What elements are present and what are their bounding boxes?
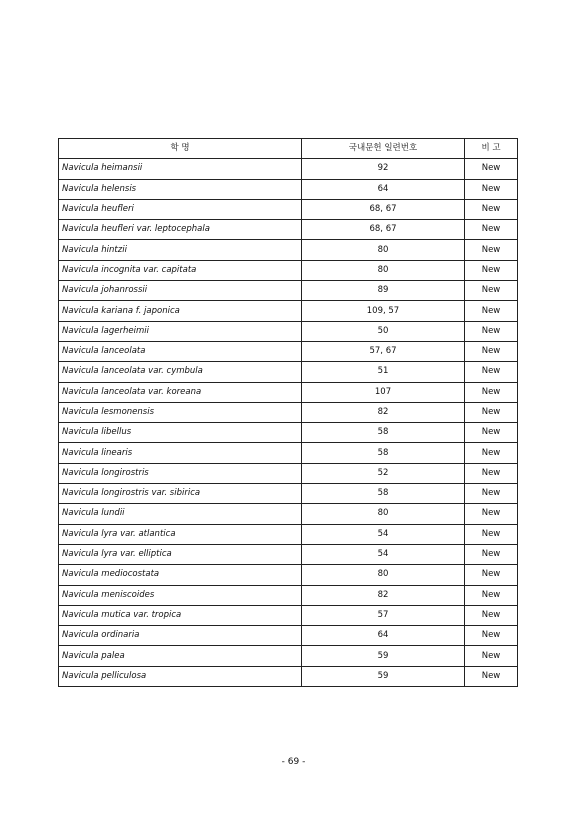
species-name-cell: Navicula lundii [59, 504, 302, 524]
species-name-cell: Navicula johanrossii [59, 281, 302, 301]
table-row [59, 301, 518, 321]
species-name-cell: Navicula mediocostata [59, 565, 302, 585]
table-row [59, 646, 518, 666]
reference-number-cell: 82 [302, 585, 465, 605]
reference-number-cell: 54 [302, 544, 465, 564]
species-name-cell: Navicula hintzii [59, 240, 302, 260]
reference-number-cell: 89 [302, 281, 465, 301]
table-row [59, 220, 518, 240]
reference-number-cell: 80 [302, 504, 465, 524]
species-name-cell: Navicula heufleri var. leptocephala [59, 220, 302, 240]
remarks-cell: New [465, 504, 518, 524]
table-row [59, 362, 518, 382]
table-row [59, 402, 518, 422]
table-row [59, 463, 518, 483]
remarks-cell: New [465, 159, 518, 179]
table-row [59, 585, 518, 605]
remarks-cell: New [465, 484, 518, 504]
table-row [59, 565, 518, 585]
reference-number-cell: 57, 67 [302, 341, 465, 361]
species-name-cell: Navicula heufleri [59, 199, 302, 219]
header-scientific-name: 학 명 [59, 139, 302, 159]
table-row [59, 321, 518, 341]
species-name-cell: Navicula kariana f. japonica [59, 301, 302, 321]
species-name-cell: Navicula lyra var. atlantica [59, 524, 302, 544]
reference-number-cell: 80 [302, 565, 465, 585]
reference-number-cell: 58 [302, 484, 465, 504]
reference-number-cell: 80 [302, 260, 465, 280]
remarks-cell: New [465, 646, 518, 666]
table-row [59, 423, 518, 443]
reference-number-cell: 92 [302, 159, 465, 179]
table-row [59, 524, 518, 544]
remarks-cell: New [465, 626, 518, 646]
remarks-cell: New [465, 341, 518, 361]
species-name-cell: Navicula heimansii [59, 159, 302, 179]
reference-number-cell: 58 [302, 443, 465, 463]
species-name-cell: Navicula ordinaria [59, 626, 302, 646]
remarks-cell: New [465, 666, 518, 686]
remarks-cell: New [465, 463, 518, 483]
remarks-cell: New [465, 179, 518, 199]
reference-number-cell: 107 [302, 382, 465, 402]
species-name-cell: Navicula longirostris var. sibirica [59, 484, 302, 504]
species-name-cell: Navicula lyra var. elliptica [59, 544, 302, 564]
page-number: - 69 - [281, 757, 306, 767]
table-row [59, 240, 518, 260]
reference-number-cell: 64 [302, 626, 465, 646]
species-table [58, 138, 518, 687]
table-row [59, 504, 518, 524]
remarks-cell: New [465, 281, 518, 301]
species-name-cell: Navicula mutica var. tropica [59, 605, 302, 625]
table-row [59, 159, 518, 179]
table-row [59, 199, 518, 219]
reference-number-cell: 109, 57 [302, 301, 465, 321]
reference-number-cell: 59 [302, 666, 465, 686]
remarks-cell: New [465, 240, 518, 260]
table-row [59, 443, 518, 463]
table-row [59, 484, 518, 504]
remarks-cell: New [465, 544, 518, 564]
reference-number-cell: 50 [302, 321, 465, 341]
species-name-cell: Navicula palea [59, 646, 302, 666]
reference-number-cell: 57 [302, 605, 465, 625]
remarks-cell: New [465, 321, 518, 341]
table-row [59, 281, 518, 301]
table-body [59, 159, 518, 687]
species-name-cell: Navicula lanceolata var. cymbula [59, 362, 302, 382]
remarks-cell: New [465, 362, 518, 382]
reference-number-cell: 59 [302, 646, 465, 666]
remarks-cell: New [465, 585, 518, 605]
reference-number-cell: 68, 67 [302, 220, 465, 240]
table-row [59, 605, 518, 625]
table-header-row [59, 139, 518, 159]
remarks-cell: New [465, 423, 518, 443]
reference-number-cell: 64 [302, 179, 465, 199]
species-name-cell: Navicula longirostris [59, 463, 302, 483]
remarks-cell: New [465, 443, 518, 463]
remarks-cell: New [465, 301, 518, 321]
species-name-cell: Navicula incognita var. capitata [59, 260, 302, 280]
species-name-cell: Navicula pelliculosa [59, 666, 302, 686]
species-name-cell: Navicula meniscoides [59, 585, 302, 605]
remarks-cell: New [465, 382, 518, 402]
header-remarks: 비 고 [465, 139, 518, 159]
species-name-cell: Navicula lanceolata var. koreana [59, 382, 302, 402]
species-table-container [58, 138, 517, 687]
remarks-cell: New [465, 260, 518, 280]
species-name-cell: Navicula lagerheimii [59, 321, 302, 341]
remarks-cell: New [465, 199, 518, 219]
reference-number-cell: 54 [302, 524, 465, 544]
table-row [59, 382, 518, 402]
species-name-cell: Navicula lanceolata [59, 341, 302, 361]
remarks-cell: New [465, 220, 518, 240]
reference-number-cell: 52 [302, 463, 465, 483]
header-reference-number: 국내문헌 일련번호 [302, 139, 465, 159]
reference-number-cell: 51 [302, 362, 465, 382]
remarks-cell: New [465, 565, 518, 585]
species-name-cell: Navicula linearis [59, 443, 302, 463]
table-row [59, 260, 518, 280]
remarks-cell: New [465, 402, 518, 422]
reference-number-cell: 68, 67 [302, 199, 465, 219]
reference-number-cell: 58 [302, 423, 465, 443]
remarks-cell: New [465, 605, 518, 625]
reference-number-cell: 80 [302, 240, 465, 260]
table-row [59, 544, 518, 564]
table-row [59, 666, 518, 686]
reference-number-cell: 82 [302, 402, 465, 422]
table-row [59, 626, 518, 646]
species-name-cell: Navicula helensis [59, 179, 302, 199]
table-row [59, 179, 518, 199]
table-row [59, 341, 518, 361]
species-name-cell: Navicula libellus [59, 423, 302, 443]
species-name-cell: Navicula lesmonensis [59, 402, 302, 422]
remarks-cell: New [465, 524, 518, 544]
